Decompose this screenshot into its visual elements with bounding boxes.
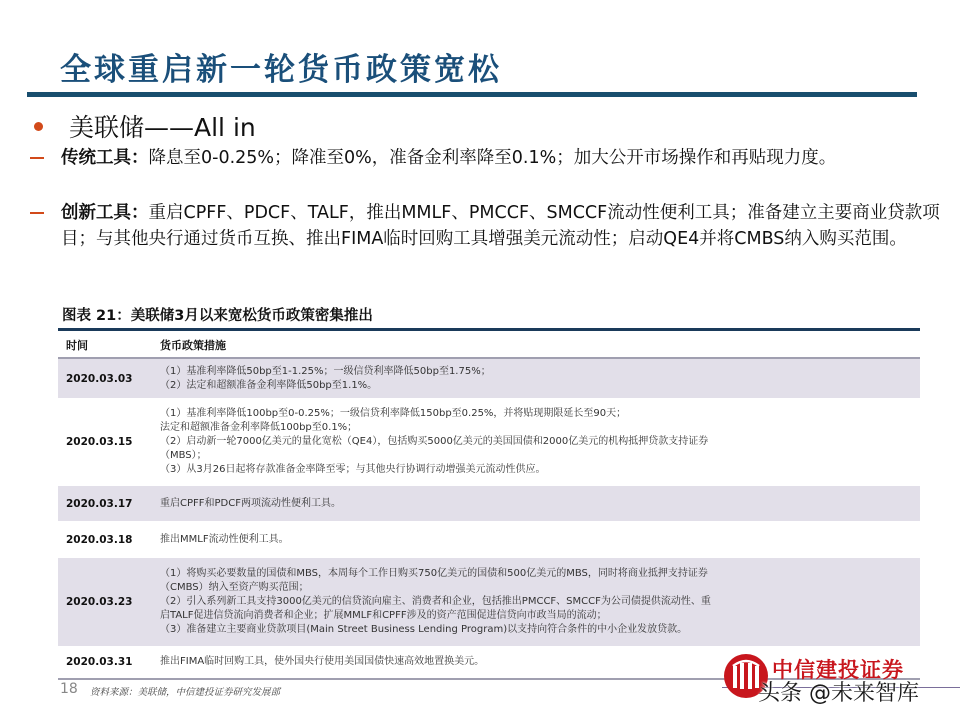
table-row [58, 486, 920, 521]
row-date: 2020.03.17 [58, 486, 152, 521]
table-row [58, 558, 920, 646]
row-date: 2020.03.15 [66, 436, 133, 448]
source-note: 资料来源：美联储，中信建投证券研究发展部 [90, 687, 281, 698]
sub-bullet-label: 传统工具： [61, 148, 149, 168]
row-date: 2020.03.23 [58, 558, 152, 646]
measure-line: （CMBS）纳入至资产购买范围； [160, 582, 309, 593]
measure-line: 重启CPFF和PDCF两项流动性便利工具。 [160, 497, 341, 509]
policy-table [58, 333, 920, 680]
dash-icon [30, 157, 44, 159]
measure-line: （1）基准利率降低100bp至0-0.25%；一级信贷利率降低150bp至0.25%，并将贴现期限延长至90天； [160, 408, 627, 419]
table-caption: 图表 21：美联储3月以来宽松货币政策密集推出 [62, 308, 373, 324]
measure-line: 推出MMLF流动性便利工具。 [160, 533, 289, 545]
table-header-row [58, 333, 920, 358]
measure-line: （2）引入系列新工具支持3000亿美元的信贷流向雇主、消费者和企业，包括推出PMCCF、SMCCF为公司债提供流动性、重 [160, 596, 711, 607]
sub-bullet-text: 重启CPFF、PDCF、TALF，推出MMLF、PMCCF、SMCCF流动性便利工具；准备建立主要商业贷款项目；与其他央行通过货币互换、推出FIMA临时回购工具增强美元流动性；启动QE4并将CMBS纳入购买范围。 [61, 203, 940, 249]
measure-line: 法定和超额准备金利率降低100bp至0.1%； [160, 422, 358, 433]
sub-bullet-innovative-tools [30, 200, 940, 252]
measure-line: （3）从3月26日起将存款准备金率降至零；与其他央行协调行动增强美元流动性供应。 [160, 464, 546, 475]
logo-text: 中信建投证券 [772, 657, 904, 682]
table-row [58, 398, 920, 486]
measure-line: （2）法定和超额准备金利率降低50bp至1.1%。 [160, 379, 378, 391]
slide-title: 全球重启新一轮货币政策宽松 [60, 52, 502, 88]
caption-divider [58, 328, 920, 331]
header-date: 时间 [58, 333, 152, 358]
row-measures [152, 358, 920, 398]
row-date: 2020.03.18 [66, 533, 133, 546]
main-bullet [30, 108, 256, 144]
sub-bullet-text: 降息至0-0.25%；降准至0%，准备金利率降至0.1%；加大公开市场操作和再贴现力度。 [148, 148, 837, 168]
measure-line: （1）将购买必要数量的国债和MBS，本周每个工作日购买750亿美元的国债和500亿美元的MBS，同时将商业抵押支持证券 [160, 568, 708, 579]
measure-line: （MBS）； [160, 450, 207, 461]
row-measures [152, 398, 920, 486]
row-measures [152, 521, 920, 558]
row-date: 2020.03.31 [58, 646, 152, 679]
row-measures [152, 558, 920, 646]
sub-bullet-traditional-tools [30, 145, 940, 171]
title-divider [27, 92, 917, 97]
measure-line: 推出FIMA临时回购工具，使外国央行使用美国国债快速高效地置换美元。 [160, 656, 485, 667]
table-row [58, 521, 920, 558]
dash-icon [30, 212, 44, 214]
measure-line: （3）准备建立主要商业贷款项目(Main Street Business Lending Program)以支持向符合条件的中小企业发放贷款。 [160, 624, 688, 635]
row-measures [152, 486, 920, 521]
measure-line: 启TALF促进信贷流向消费者和企业；扩展MMLF和CPFF涉及的资产范围促进信贷向市政当局的流动； [160, 610, 607, 621]
bullet-dot-icon [34, 122, 43, 131]
page-number: 18 [60, 681, 78, 697]
sub-bullet-label: 创新工具： [61, 203, 149, 223]
watermark: 头条 @未来智库 [758, 681, 919, 706]
measure-line: （2）启动新一轮7000亿美元的量化宽松（QE4），包括购买5000亿美元的美国国债和2000亿美元的机构抵押贷款支持证券 [160, 436, 709, 447]
measure-line: （1）基准利率降低50bp至1-1.25%；一级信贷利率降低50bp至1.75%； [160, 365, 491, 377]
header-measures: 货币政策措施 [152, 333, 920, 358]
main-bullet-text: 美联储——All in [69, 113, 256, 142]
table-row [58, 358, 920, 398]
row-date: 2020.03.03 [58, 358, 152, 398]
